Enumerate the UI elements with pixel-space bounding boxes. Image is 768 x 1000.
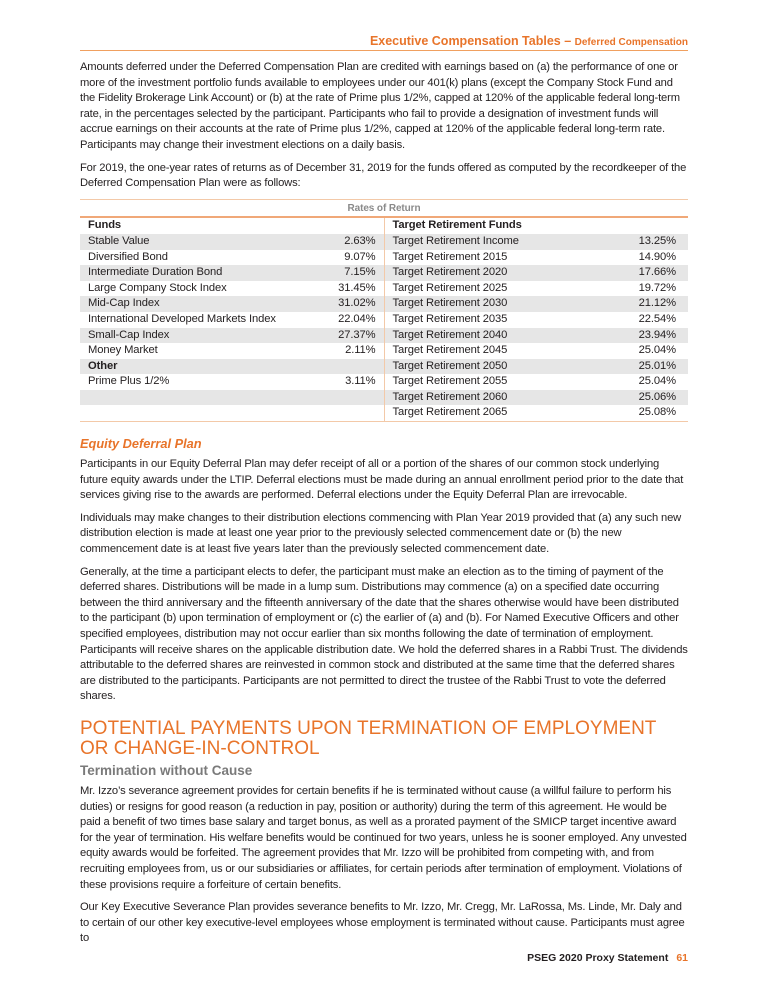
page-number: 61 bbox=[676, 952, 688, 964]
rate-cell bbox=[308, 217, 384, 234]
fund-name-cell: Money Market bbox=[88, 344, 158, 357]
rate-cell: 7.15% bbox=[308, 265, 384, 281]
rate-cell: 9.07% bbox=[308, 250, 384, 266]
rate-cell: 22.04% bbox=[308, 312, 384, 328]
header-title: Executive Compensation Tables bbox=[369, 34, 561, 48]
paragraph: For 2019, the one-year rates of returns as of December 31, 2019 for the funds offered as computed by the recordkeeper of the Deferred Compensation Plan were as follows: bbox=[80, 161, 687, 190]
table-row bbox=[80, 281, 688, 297]
fund-name-cell: Other bbox=[80, 359, 308, 375]
rate-cell bbox=[308, 405, 384, 421]
rate-cell: 2.11% bbox=[308, 343, 384, 359]
rate-cell: 25.06% bbox=[598, 390, 688, 406]
fund-name-cell: Target Retirement 2045 bbox=[392, 344, 508, 357]
fund-name-cell: Intermediate Duration Bond bbox=[80, 265, 308, 281]
table-row bbox=[80, 250, 688, 266]
fund-name-cell: Target Retirement 2040 bbox=[384, 328, 598, 344]
table-row bbox=[80, 405, 688, 421]
table-row bbox=[80, 265, 688, 281]
paragraph: Participants in our Equity Deferral Plan may defer receipt of all or a portion of the shares of our common stock underlying future equity awards under the LTIP. Deferral elections must be made during an annual enrollment period prior to the date that services giving rise to the awards are performed. Deferral elections under the Equity Deferral Plan are irrevocable. bbox=[80, 458, 684, 502]
rate-cell: 3.11% bbox=[308, 374, 384, 390]
fund-name-cell: Funds bbox=[88, 219, 122, 232]
table-row bbox=[80, 217, 688, 234]
fund-name-cell: Mid-Cap Index bbox=[80, 296, 308, 312]
rate-cell bbox=[598, 217, 688, 234]
rate-cell: 2.63% bbox=[308, 234, 384, 250]
rate-cell bbox=[308, 359, 384, 375]
rate-cell: 25.08% bbox=[598, 405, 688, 421]
table-row bbox=[80, 374, 688, 390]
page-footer bbox=[527, 952, 688, 964]
table-row bbox=[80, 359, 688, 375]
paragraph: Generally, at the time a participant elects to defer, the participant must make an election as to the timing of payment of the deferred shares. Distributions will be made in a lump sum. Distributions may commence (a) on a specified date occurring between the third anniversary and the fifteenth anniversary of the date that the shares otherwise would have been distributed to the participant (b) upon termination of employment or (c) the earlier of (a) and (b). For Named Executive Officers and other specified employees, distribution may not occur earlier than six months following the date of termination of employment. Participants will receive shares on the applicable distribution date. We hold the deferred shares in a Rabbi Trust. The dividends attributable to the deferred shares are reinvested in common stock and distributed at the same time that the deferred shares are distributed to the participants. Participants are not permitted to direct the trustee of the Rabbi Trust to vote the deferred shares. bbox=[80, 565, 688, 703]
table-row bbox=[80, 328, 688, 344]
fund-name-cell: International Developed Markets Index bbox=[88, 312, 276, 325]
fund-name-cell: Target Retirement 2030 bbox=[384, 296, 598, 312]
fund-name-cell: Diversified Bond bbox=[88, 250, 168, 263]
fund-name-cell: Target Retirement 2020 bbox=[384, 265, 598, 281]
subheading-termination: Termination without Cause bbox=[80, 762, 253, 778]
fund-name-cell: Target Retirement 2015 bbox=[392, 250, 508, 263]
fund-name-cell: Target Retirement Income bbox=[384, 234, 598, 250]
fund-name-cell: Target Retirement 2055 bbox=[392, 375, 508, 388]
footer-doc-title: PSEG 2020 Proxy Statement bbox=[527, 952, 669, 964]
fund-name-cell: Small-Cap Index bbox=[80, 328, 308, 344]
paragraph: Amounts deferred under the Deferred Compensation Plan are credited with earnings based on (a) the performance of one or more of the investment portfolio funds available to employees under our 401(k) plans (except the Company Stock Fund and the Fidelity Brokerage Link Account) or (b) at the rate of Prime plus 1/2%, capped at 120% of the applicable federal long-term rate, in the percentages selected by the participant. Participants who fail to provide a designation of investment funds will accrue earnings on their accounts at the rate of Prime plus 1/2%, capped at 120% of the applicable federal long-term rate. Participants may change their investment elections on a daily basis. bbox=[80, 61, 680, 151]
rate-cell: 25.04% bbox=[638, 375, 676, 388]
rate-cell: 14.90% bbox=[638, 250, 676, 263]
rate-cell: 17.66% bbox=[598, 265, 688, 281]
fund-name-cell: Target Retirement 2035 bbox=[392, 312, 508, 325]
paragraph: Individuals may make changes to their distribution elections commencing with Plan Year 2019 provided that (a) any such new distribution election is made at least one year prior to the previously selected commencement date or (b) the new commencement date is at least five years later than the previously selected commencement date. bbox=[80, 511, 682, 556]
rate-cell: 22.54% bbox=[638, 312, 676, 325]
paragraph: Our Key Executive Severance Plan provides severance benefits to Mr. Izzo, Mr. Cregg, Mr. LaRossa, Ms. Linde, Mr. Daly and to certain of our other key executive-level employees whose employment is terminated without cause. Participants must agree to bbox=[80, 901, 685, 945]
table-row bbox=[80, 390, 688, 406]
header-separator: – bbox=[560, 34, 575, 48]
rate-cell: 21.12% bbox=[598, 296, 688, 312]
rate-cell: 13.25% bbox=[598, 234, 688, 250]
fund-name-cell bbox=[80, 405, 308, 421]
rate-cell: 25.01% bbox=[598, 359, 688, 375]
rate-cell: 27.37% bbox=[308, 328, 384, 344]
rate-cell: 25.04% bbox=[638, 344, 676, 357]
rate-cell: 23.94% bbox=[598, 328, 688, 344]
page-content bbox=[80, 60, 688, 954]
rates-of-return-table bbox=[80, 199, 688, 422]
table-row bbox=[80, 296, 688, 312]
table-row bbox=[80, 312, 688, 328]
fund-name-cell: Stable Value bbox=[80, 234, 308, 250]
fund-name-cell: Prime Plus 1/2% bbox=[88, 375, 170, 388]
fund-name-cell: Target Retirement 2065 bbox=[384, 405, 598, 421]
rate-cell: 31.02% bbox=[308, 296, 384, 312]
fund-name-cell bbox=[80, 390, 308, 406]
paragraph: Mr. Izzo’s severance agreement provides for certain benefits if he is terminated without cause (a willful failure to perform his duties) or resigns for good reason (a reduction in pay, position or authority) during the term of this agreement. He would be paid a benefit of two times base salary and target bonus, as well as a prorated payment of the SMICP target incentive award for the year of termination. His welfare benefits would be continued for two years, unless he is sooner employed. Any unvested equity awards would be forfeited. The agreement provides that Mr. Izzo will be prohibited from competing with, and from recruiting employees from, us or our subsidiaries or affiliates, for certain periods after termination of employment. Violations of these provisions require a forfeiture of certain benefits. bbox=[80, 784, 687, 891]
header-subtitle: Deferred Compensation bbox=[574, 37, 688, 48]
table-row bbox=[80, 343, 688, 359]
table-title: Rates of Return bbox=[80, 199, 688, 217]
section-heading-equity: Equity Deferral Plan bbox=[80, 436, 202, 452]
fund-name-cell: Target Retirement 2050 bbox=[384, 359, 598, 375]
fund-name-cell: Large Company Stock Index bbox=[88, 281, 227, 294]
fund-name-cell: Target Retirement Funds bbox=[392, 219, 522, 232]
section-heading-potential-payments: POTENTIAL PAYMENTS UPON TERMINATION OF EMPLOYMENT OR CHANGE-IN-CONTROL bbox=[80, 717, 657, 759]
rate-cell: 31.45% bbox=[308, 281, 384, 297]
fund-name-cell: Target Retirement 2060 bbox=[384, 390, 598, 406]
rate-cell bbox=[308, 390, 384, 406]
fund-name-cell: Target Retirement 2025 bbox=[392, 281, 508, 294]
rate-cell: 19.72% bbox=[638, 281, 676, 294]
table-row bbox=[80, 234, 688, 250]
running-header bbox=[80, 35, 688, 51]
